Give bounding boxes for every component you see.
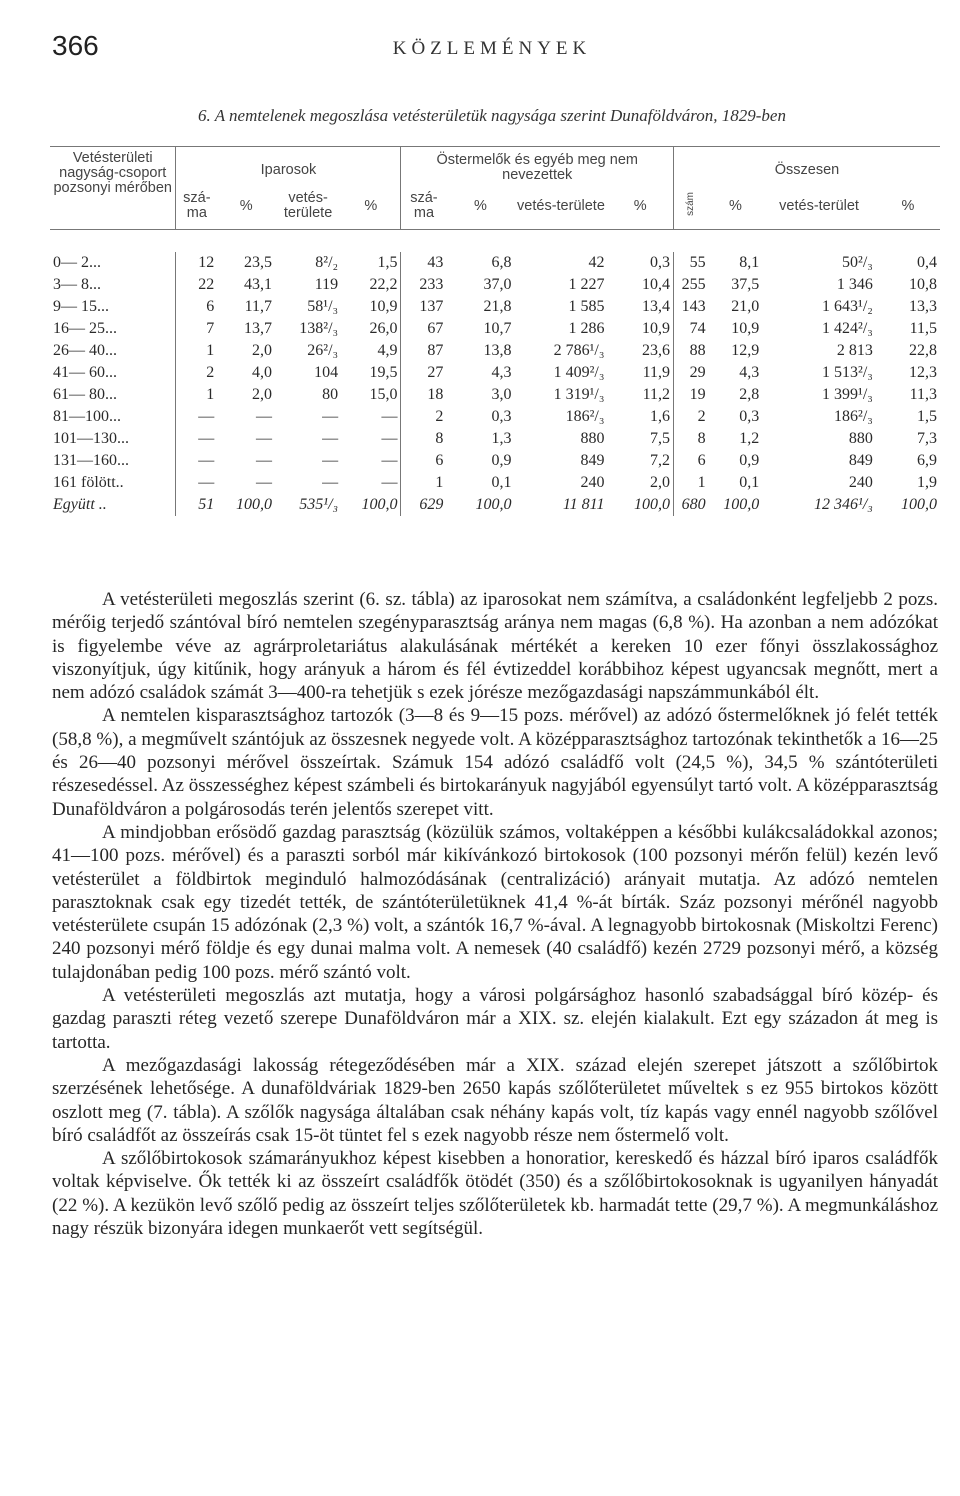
table-cell: 42 xyxy=(588,254,605,272)
table-cell: — xyxy=(176,428,217,450)
table-cell: 11 811 xyxy=(562,496,605,514)
table-cell: — xyxy=(322,408,339,426)
table-cell: 7,5 xyxy=(650,430,671,448)
table-cell: 8,1 xyxy=(739,254,760,272)
table-cell: 0,4 xyxy=(917,254,937,272)
table-cell: 1 643¹/₂ xyxy=(822,298,873,316)
table-cell: 1 xyxy=(674,472,709,494)
subheader-cell: % xyxy=(239,197,253,214)
table-cell: 3,0 xyxy=(491,386,512,404)
table-cell: 100,0 xyxy=(361,496,398,514)
table-cell: 12,3 xyxy=(909,364,937,382)
table-cell: 0,3 xyxy=(739,408,760,426)
subheader-cell: vetés-területe xyxy=(283,190,333,222)
table-cell: — xyxy=(322,452,339,470)
table-cell: 19 xyxy=(674,384,709,406)
page-header xyxy=(52,30,932,66)
table-total-row xyxy=(50,494,940,516)
row-label: 101—130... xyxy=(53,430,129,448)
row-label: 3— 8... xyxy=(53,276,101,294)
table-cell: — xyxy=(381,430,398,448)
table-cell: 4,0 xyxy=(252,364,273,382)
table-cell: 1 xyxy=(176,340,217,362)
row-label: 41— 60... xyxy=(53,364,117,382)
table-cell: 100,0 xyxy=(634,496,671,514)
table-cell: 50²/₃ xyxy=(842,254,873,272)
table-cell: 2,0 xyxy=(252,386,273,404)
table-cell: 11,3 xyxy=(909,386,937,404)
row-label: 16— 25... xyxy=(53,320,117,338)
table-cell: 13,7 xyxy=(244,320,273,338)
table-cell: 1,6 xyxy=(650,408,671,426)
table-cell: 15,0 xyxy=(369,386,398,404)
table-cell: 23,5 xyxy=(244,254,273,272)
table-cell: 849 xyxy=(848,452,873,470)
table-cell: 4,3 xyxy=(739,364,760,382)
table-cell: 2 xyxy=(674,406,709,428)
table-row xyxy=(50,406,940,428)
subheader-cell xyxy=(674,183,709,230)
table-cell: 880 xyxy=(580,430,605,448)
table-cell: 29 xyxy=(674,362,709,384)
row-label: 26— 40... xyxy=(53,342,117,360)
table-row xyxy=(50,252,940,274)
table-cell: 13,8 xyxy=(483,342,512,360)
subheader-cell: szá-ma xyxy=(176,183,217,230)
table-cell: 74 xyxy=(674,318,709,340)
table-cell: 138²/₃ xyxy=(299,320,339,338)
table-cell: 23,6 xyxy=(642,342,671,360)
table-cell: 1,3 xyxy=(491,430,512,448)
table-cell: — xyxy=(256,430,273,448)
table-row xyxy=(50,362,940,384)
table-row xyxy=(50,340,940,362)
table-cell: 100,0 xyxy=(901,496,937,514)
subheader-cell: % xyxy=(364,197,378,214)
table-cell: 11,9 xyxy=(642,364,671,382)
table-cell: — xyxy=(322,474,339,492)
table-cell: 22,2 xyxy=(369,276,398,294)
table-cell: 18 xyxy=(401,384,446,406)
table-cell: 10,7 xyxy=(483,320,512,338)
table-cell: — xyxy=(256,408,273,426)
row-label: 0— 2... xyxy=(53,254,101,272)
table-cell: 19,5 xyxy=(369,364,398,382)
table-cell: 100,0 xyxy=(723,496,760,514)
header-osszesen: Összesen xyxy=(674,147,940,184)
table-cell: 43 xyxy=(401,252,446,274)
subheader-cell: szá-ma xyxy=(401,183,446,230)
table-cell: 137 xyxy=(401,296,446,318)
table-cell: 51 xyxy=(176,494,217,516)
table-cell: 80 xyxy=(322,386,339,404)
header-iparosok: Iparosok xyxy=(176,147,401,184)
paragraph: A nemtelen kisparasztsághoz tartozók (3—8 és 9—15 pozs. mérővel) az adózó őstermelőknek jó felét tették (58,8 %), a megművelt szántójuk az összesnek negyede volt. A középparasztsághoz tartozónak tekinthetők a 16—25 és 26—40 pozsonyi mérővel összeírtak. Számuk 154 adózó családfő volt (24,5 %), 34,5 % szántóterületi részesedéssel. Az összességhez képest számbeli és birtokarányuk nagyjából egyensúlyt tartó volt. A középparasztság Dunaföldváron a polgárosodás terén jelentős szerepet vitt. xyxy=(52,705,938,820)
table-cell: 26²/₃ xyxy=(307,342,339,360)
subheader-cell: % xyxy=(633,197,647,214)
table-cell: 43,1 xyxy=(244,276,273,294)
table-cell: 0,9 xyxy=(739,452,760,470)
table-cell: 8 xyxy=(674,428,709,450)
table-cell: 10,4 xyxy=(642,276,671,294)
table-cell: 2 xyxy=(401,406,446,428)
subheader-vertical: szám xyxy=(685,192,697,217)
row-label: 9— 15... xyxy=(53,298,109,316)
table-cell: 2,0 xyxy=(252,342,273,360)
row-label: Együtt .. xyxy=(53,496,107,514)
subheader-cell: vetés-terület xyxy=(779,197,859,214)
table-cell: 55 xyxy=(674,252,709,274)
table-cell: 0,9 xyxy=(491,452,512,470)
table-cell: 240 xyxy=(580,474,605,492)
subheader-cell: % xyxy=(901,197,915,214)
table-cell: 680 xyxy=(674,494,709,516)
table-cell: 1 xyxy=(401,472,446,494)
table-cell: 10,8 xyxy=(909,276,937,294)
paragraph: A vetésterületi megoszlás azt mutatja, hogy a városi polgársághoz hasonló szabadsággal bíró közép- és gazdag paraszti réteg vezető szerepe Dunaföldváron már a XIX. sz. elején kialakult. Ezt egy századon át meg is tartotta. xyxy=(52,985,938,1053)
table-cell: 37,0 xyxy=(483,276,512,294)
subheader-cell: % xyxy=(728,197,742,214)
table-cell: 119 xyxy=(314,276,339,294)
subheader-cell: vetés-területe xyxy=(517,197,605,214)
table-cell: 2 xyxy=(176,362,217,384)
table-cell: 11,7 xyxy=(244,298,273,316)
table-cell: 255 xyxy=(674,274,709,296)
row-label: 161 fölött.. xyxy=(53,474,124,492)
paragraph: A szőlőbirtokosok számarányukhoz képest kisebben a honoratior, kereskedő és házzal bíró iparos családfők voltak képviselve. Ők tették ki az összeírt családfők ötödét (350) és a szőlőbirtokosoknak is ugyanilyen hányadát (22 %). A kezükön levő szőlő pedig az összeírt teljes szőlőterületek kb. harmadát tette (29,7 %). A megmunkáláshoz nagy részük bizonyára idegen munkaerőt vett segítségül. xyxy=(52,1148,938,1240)
table-cell: 849 xyxy=(580,452,605,470)
data-table xyxy=(50,146,940,516)
table-cell: 26,0 xyxy=(369,320,398,338)
table-cell: 4,9 xyxy=(377,342,398,360)
table-cell: 11,5 xyxy=(909,320,937,338)
table-cell: 10,9 xyxy=(642,320,671,338)
table-cell: 11,2 xyxy=(642,386,671,404)
table-cell: — xyxy=(176,450,217,472)
table-cell: 1,5 xyxy=(917,408,937,426)
table-row xyxy=(50,384,940,406)
table-cell: 8²/₂ xyxy=(315,254,339,272)
table-cell: — xyxy=(256,474,273,492)
table-cell: 21,0 xyxy=(731,298,760,316)
table-cell: 1 346 xyxy=(836,276,873,294)
table-cell: — xyxy=(381,408,398,426)
table-cell: 88 xyxy=(674,340,709,362)
table-cell: — xyxy=(176,472,217,494)
table-cell: 6 xyxy=(176,296,217,318)
table-cell: 6 xyxy=(674,450,709,472)
row-label: 61— 80... xyxy=(53,386,117,404)
table-cell: 240 xyxy=(848,474,873,492)
table-cell: 6,9 xyxy=(917,452,937,470)
table-cell: 22,8 xyxy=(909,342,937,360)
table-row xyxy=(50,450,940,472)
table-row xyxy=(50,428,940,450)
table-cell: 1 424²/₃ xyxy=(822,320,873,338)
table-cell: 100,0 xyxy=(236,496,273,514)
table-cell: 104 xyxy=(314,364,339,382)
table-cell: 13,4 xyxy=(642,298,671,316)
table-cell: — xyxy=(381,452,398,470)
table-cell: 58¹/₃ xyxy=(307,298,339,316)
table-cell: 7 xyxy=(176,318,217,340)
table-cell: 12 346¹/₃ xyxy=(814,496,873,514)
table-cell: 1 409²/₃ xyxy=(553,364,605,382)
page-number: 366 xyxy=(52,30,99,61)
running-head: KÖZLEMÉNYEK xyxy=(392,38,592,59)
table-cell: 1,2 xyxy=(739,430,760,448)
table-cell: 0,3 xyxy=(491,408,512,426)
table-cell: 10,9 xyxy=(731,320,760,338)
table-cell: 1 399¹/₃ xyxy=(822,386,873,404)
table-cell: 6 xyxy=(401,450,446,472)
table-cell: 10,9 xyxy=(369,298,398,316)
table-cell: 1 585 xyxy=(568,298,605,316)
table-cell: 87 xyxy=(401,340,446,362)
table-cell: 37,5 xyxy=(731,276,760,294)
table-row xyxy=(50,274,940,296)
table-cell: 0,3 xyxy=(650,254,671,272)
table-cell: 1 513²/₃ xyxy=(822,364,873,382)
table-cell: 21,8 xyxy=(483,298,512,316)
table-cell: — xyxy=(256,452,273,470)
table-cell: 2 813 xyxy=(836,342,873,360)
body-text xyxy=(52,588,938,1240)
table-cell: 535¹/₃ xyxy=(299,496,339,514)
subheader-cell: % xyxy=(474,197,487,214)
table-cell: 1,5 xyxy=(377,254,398,272)
paragraph: A vetésterületi megoszlás szerint (6. sz. tábla) az iparosokat nem számítva, a családonként legfeljebb 2 pozs. mérőig terjedő szántóval bíró nemtelen szegényparasztság aránya nem magas (6,8 %). Ha azonban a nem adózókat is figyelembe véve az agrárproletariátus alakulásának mértékét a kereken 10 ezer főnyi összlakossághoz viszonyítjuk, úgy kitűnik, hogy arányuk a három és fél évtizeddel korábbihoz képest ugyancsak megnőtt, mert a nem adózó családok számát 3—400-ra tehetjük s ezek jórésze mezőgazdasági napszámmunkából élt. xyxy=(52,589,938,704)
table-cell: 2 786¹/₃ xyxy=(553,342,605,360)
row-label: 81—100... xyxy=(53,408,121,426)
table-cell: — xyxy=(176,406,217,428)
table-cell: 186²/₃ xyxy=(834,408,873,426)
table-cell: 1 227 xyxy=(568,276,605,294)
table-caption: 6. A nemtelenek megoszlása vetésterületük nagysága szerint Dunaföldváron, 1829-ben xyxy=(198,106,786,125)
table-cell: 22 xyxy=(176,274,217,296)
table-cell: 100,0 xyxy=(475,496,512,514)
table-cell: 880 xyxy=(848,430,873,448)
table-cell: 1 xyxy=(176,384,217,406)
row-label: 131—160... xyxy=(53,452,129,470)
table-body xyxy=(50,230,940,517)
header-ostermelok: Östermelők és egyéb meg nem nevezettek xyxy=(401,147,674,184)
table-cell: 12,9 xyxy=(731,342,760,360)
table-cell: — xyxy=(322,430,339,448)
table-row xyxy=(50,318,940,340)
table-cell: 186²/₃ xyxy=(565,408,605,426)
table-cell: 0,1 xyxy=(739,474,760,492)
header-category: Vetésterületi nagyság-csoport pozsonyi mérőben xyxy=(53,150,172,197)
table-cell: 1 319¹/₃ xyxy=(553,386,605,404)
table-cell: 2,0 xyxy=(650,474,671,492)
table-cell: 6,8 xyxy=(491,254,512,272)
table-cell: 1 286 xyxy=(568,320,605,338)
table-cell: 629 xyxy=(401,494,446,516)
table-cell: 67 xyxy=(401,318,446,340)
table-cell: 7,3 xyxy=(917,430,937,448)
table-cell: 12 xyxy=(176,252,217,274)
table-cell: 2,8 xyxy=(739,386,760,404)
table-cell: — xyxy=(381,474,398,492)
table-cell: 1,9 xyxy=(917,474,937,492)
table-cell: 143 xyxy=(674,296,709,318)
paragraph: A mezőgazdasági lakosság rétegeződésében már a XIX. század elején szerepet játszott a szőlőbirtok szerzésének lehetősége. A dunaföldváriak 1829-ben 2650 kapás szőlőterületet műveltek s ez 955 birtokos között oszlott meg (7. tábla). A szőlők nagysága általában csak néhány kapás volt, tíz kapás vagy ennél nagyobb szőlővel bíró családfőt az összeírás csak 15-öt tüntet fel s ezek nagyobb része nem őstermelő volt. xyxy=(52,1054,938,1146)
table-cell: 4,3 xyxy=(491,364,512,382)
table-cell: 13,3 xyxy=(909,298,937,316)
table-cell: 233 xyxy=(401,274,446,296)
table-row xyxy=(50,472,940,494)
table-row xyxy=(50,296,940,318)
table-cell: 7,2 xyxy=(650,452,671,470)
table-cell: 8 xyxy=(401,428,446,450)
table-cell: 0,1 xyxy=(491,474,512,492)
paragraph: A mindjobban erősödő gazdag parasztság (közülük számos, voltaképpen a későbbi kulákcsaládokkal azonos; 41—100 pozs. mérővel) és a paraszti sorból már kikívánkozó birtokosok (100 pozsonyi mérőn felül) kezén levő vetésterület a földbirtok meginduló halmozódásának (centralizáció) arányait mutatja. Az adózó nemtelen parasztoknak csak egy tizedét tették, de szántóterületüknek 41,4 %-át bírták. Száz pozsonyi mérőnél nagyobb vetésterülete csupán 15 adózónak (2,3 %) volt, a szántók 16,7 %-ával. A legnagyobb birtokosnak (Miskoltzi Ferenc) 240 pozsonyi mérő földje és egy dunai malma volt. A nemesek (40 családfő) kezén 2729 pozsonyi mérő, a község tulajdonában pedig 100 pozs. mérő szántó volt. xyxy=(52,821,938,983)
table-cell: 27 xyxy=(401,362,446,384)
